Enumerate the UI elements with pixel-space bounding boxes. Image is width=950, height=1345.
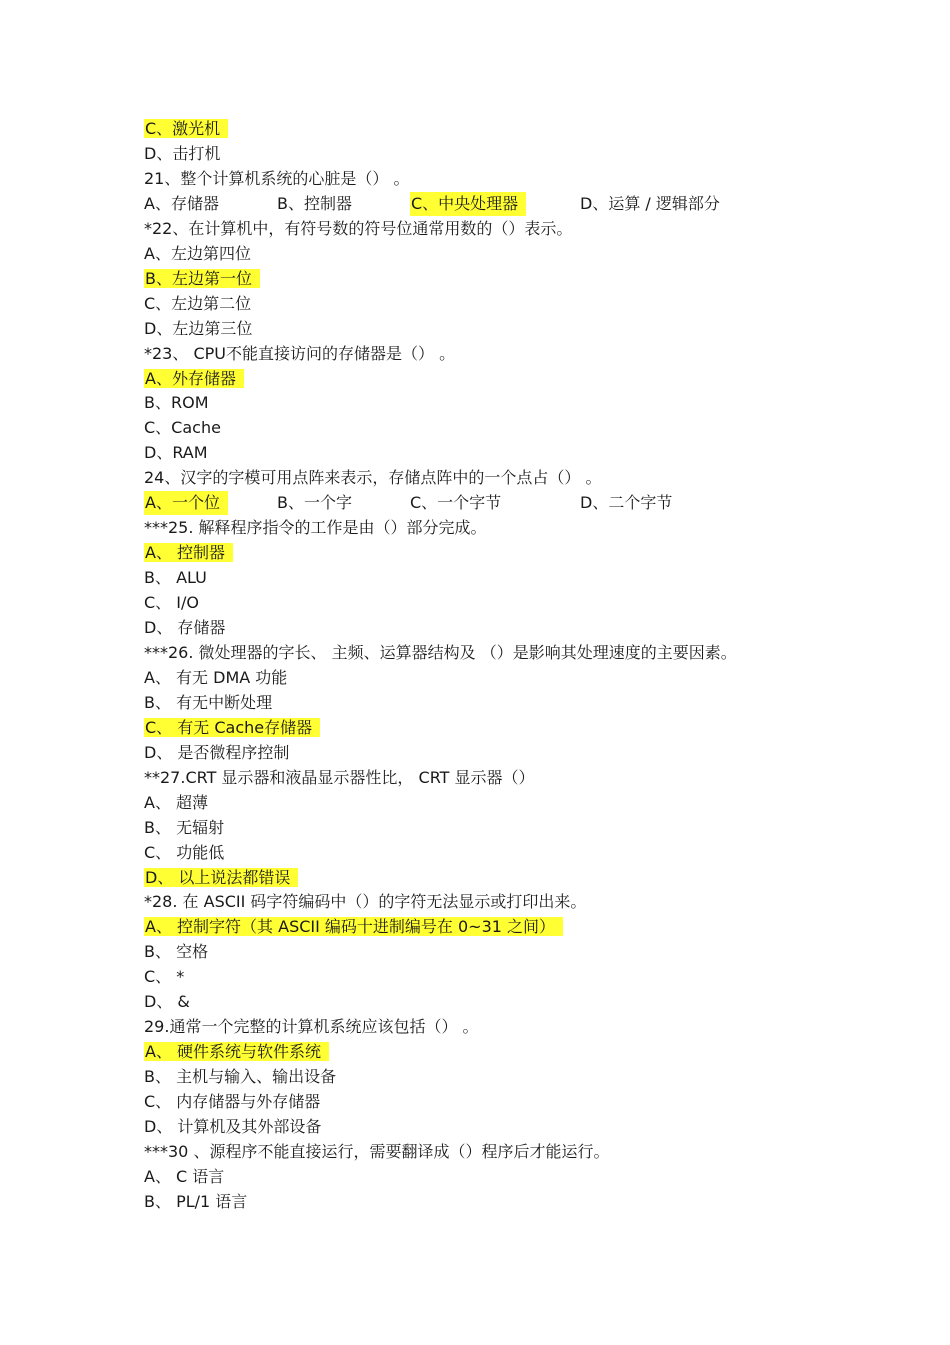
question-text: ***25. 解释程序指令的工作是由（）部分完成。 [144, 518, 487, 538]
question-text: *22、在计算机中，有符号数的符号位通常用数的（）表示。 [144, 218, 573, 238]
answer-option: C、中央处理器 [410, 192, 526, 216]
option: A、存储器 [144, 193, 219, 213]
option: C、左边第二位 [144, 293, 252, 313]
question-text: ***30 、源程序不能直接运行，需要翻译成（）程序后才能运行。 [144, 1141, 610, 1161]
question-text: 24、汉字的字模可用点阵来表示，存储点阵中的一个点占（） 。 [144, 468, 602, 488]
option-row [144, 491, 784, 515]
option: B、控制器 [277, 193, 352, 213]
option: B、 有无中断处理 [144, 692, 273, 712]
option: D、二个字节 [580, 493, 673, 513]
answer-option: A、一个位 [144, 491, 228, 515]
option: B、 无辐射 [144, 817, 225, 837]
option: D、击打机 [144, 143, 221, 163]
answer-option: A、外存储器 [144, 369, 244, 388]
answer-option: A、 硬件系统与软件系统 [144, 1042, 329, 1061]
answer-option: A、 控制字符（其 ASCII 编码十进制编号在 0~31 之间） [144, 917, 563, 936]
option: D、运算 / 逻辑部分 [580, 193, 720, 213]
option: D、RAM [144, 443, 208, 463]
option: C、一个字节 [410, 493, 502, 513]
option: C、 内存储器与外存储器 [144, 1092, 321, 1112]
option: C、 * [144, 967, 185, 987]
option: A、 超薄 [144, 792, 209, 812]
answer-option: A、 控制器 [144, 543, 233, 562]
answer-option: D、 以上说法都错误 [144, 868, 298, 887]
question-text: *28. 在 ASCII 码字符编码中（）的字符无法显示或打印出来。 [144, 892, 587, 912]
question-text: **27.CRT 显示器和液晶显示器性比， CRT 显示器（） [144, 767, 535, 787]
option: B、 ALU [144, 568, 207, 588]
option: A、 C 语言 [144, 1166, 225, 1186]
option: D、 存储器 [144, 618, 226, 637]
question-text: *23、 CPU不能直接访问的存储器是（） 。 [144, 343, 456, 363]
option-row [144, 192, 784, 216]
option: C、 功能低 [144, 842, 225, 862]
option: A、左边第四位 [144, 243, 251, 263]
answer-option: C、激光机 [144, 119, 228, 138]
question-text: ***26. 微处理器的字长、 主频、运算器结构及 （）是影响其处理速度的主要因素。 [144, 642, 737, 662]
option: D、 计算机及其外部设备 [144, 1117, 322, 1136]
answer-option: C、 有无 Cache存储器 [144, 718, 320, 737]
option: B、 主机与输入、输出设备 [144, 1067, 337, 1087]
option: D、 是否微程序控制 [144, 742, 290, 762]
option: D、左边第三位 [144, 318, 253, 338]
option: D、 & [144, 992, 190, 1012]
option: B、ROM [144, 393, 209, 413]
option: C、 I/O [144, 593, 199, 613]
answer-option: B、左边第一位 [144, 269, 260, 288]
option: A、 有无 DMA 功能 [144, 667, 288, 687]
question-text: 29.通常一个完整的计算机系统应该包括（） 。 [144, 1017, 479, 1037]
option: B、 PL/1 语言 [144, 1191, 248, 1211]
option: B、 空格 [144, 942, 209, 962]
question-text: 21、整个计算机系统的心脏是（） 。 [144, 168, 410, 188]
option: B、一个字 [277, 493, 352, 513]
option: C、Cache [144, 418, 221, 438]
